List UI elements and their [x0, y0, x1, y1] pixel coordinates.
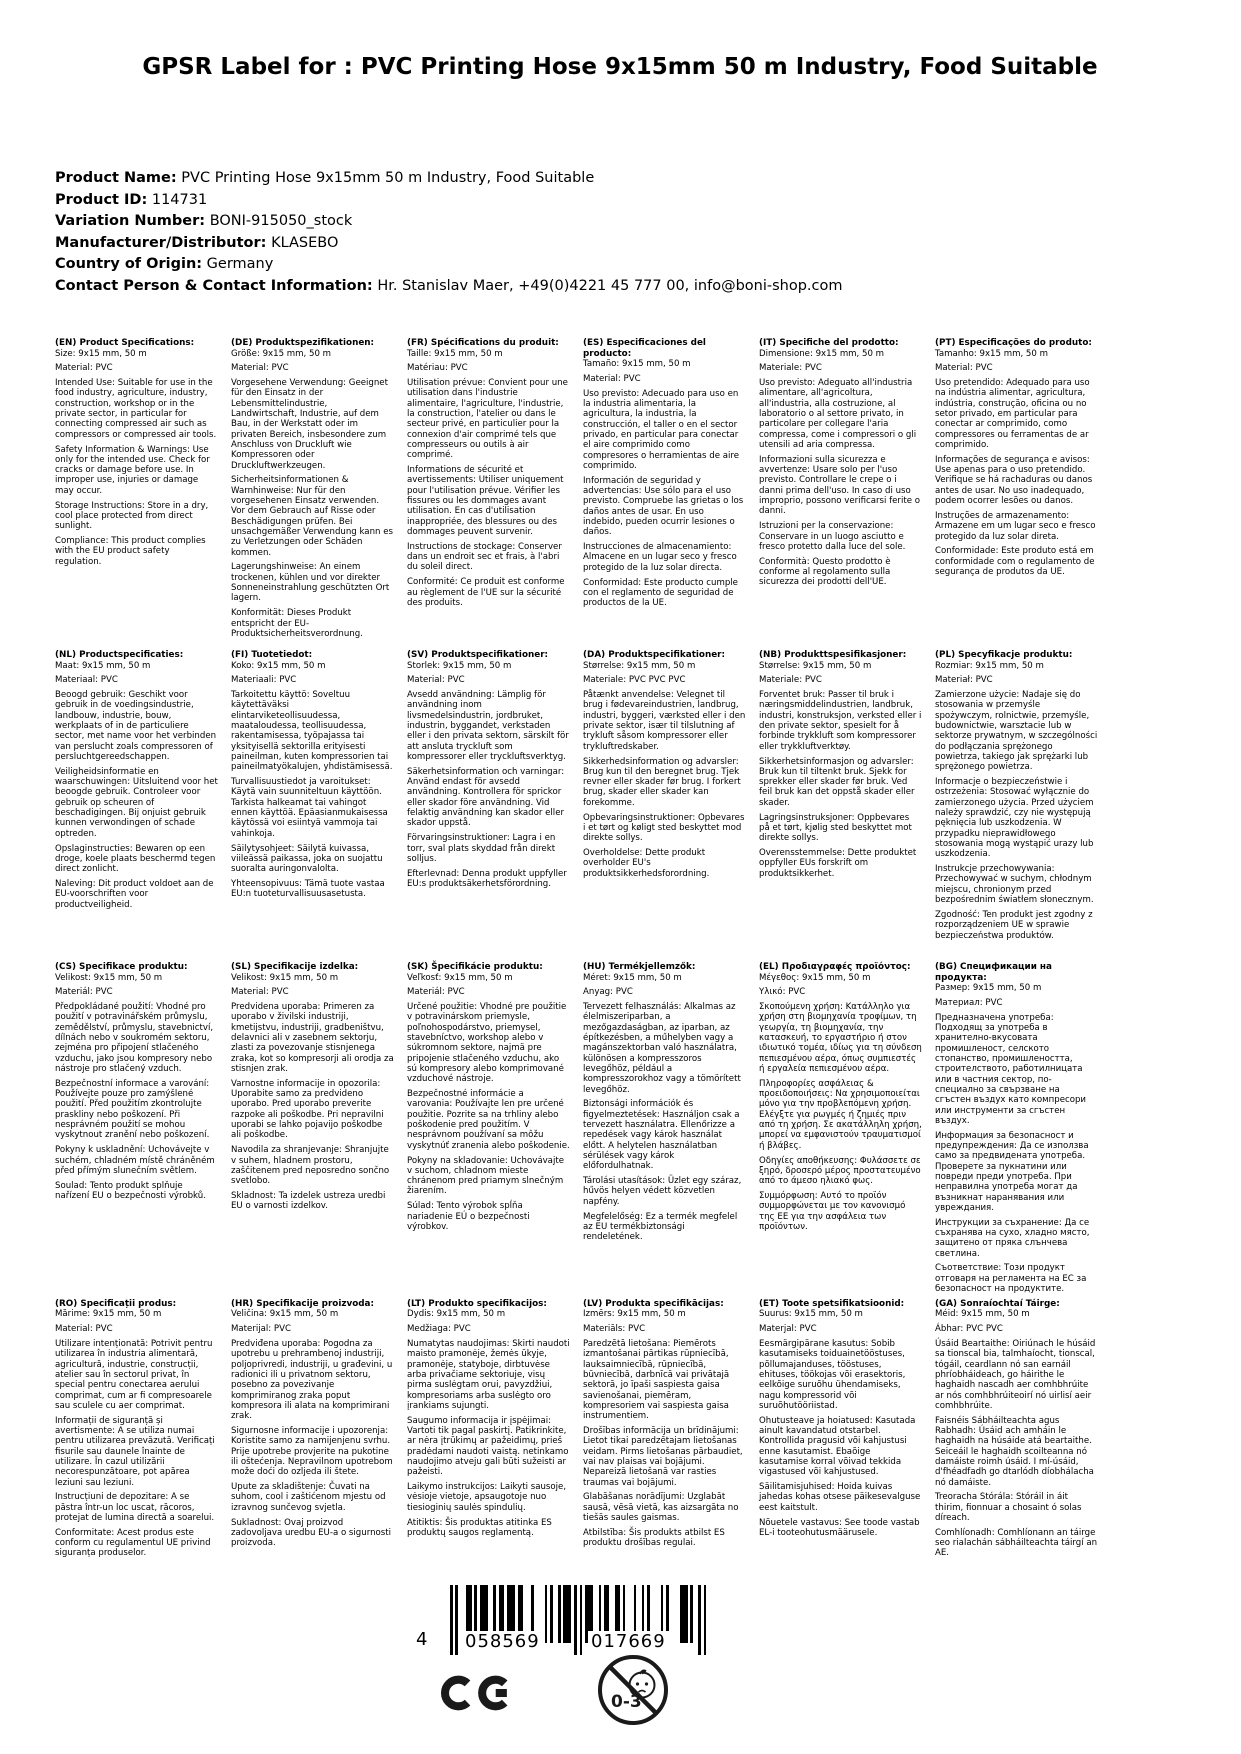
- spec-paragraph: Utilisation prévue: Convient pour une utilisation dans l'industrie alimentaire, l'agriculture, l'industrie, la construction, l'atelier ou dans le secteur privé, en particulier pour la connexion d'air comprimé tels que compresseurs ou outils à air comprimé.: [407, 378, 568, 461]
- svg-text:0-3: 0-3: [611, 1692, 642, 1712]
- ce-mark-icon: [440, 1662, 518, 1728]
- spec-paragraph: Soulad: Tento produkt splňuje nařízení EU o bezpečnosti výrobků.: [55, 1180, 206, 1201]
- spec-paragraph: Tamaño: 9x15 mm, 50 m: [583, 359, 691, 370]
- spec-paragraph: Safety Information & Warnings: Use only for the intended use. Check for cracks or damage before use. In improper use, injuries or damage may occur.: [55, 444, 210, 496]
- spec-paragraph: Informații de siguranță și avertismente: A se utiliza numai pentru utilizarea prevăzută. Verificați fisurile sau daunele înainte de utilizare. În cazul utilizării necorespunzătoare, pot apărea leziuni sau leziuni.: [55, 1415, 215, 1488]
- product-info-row: [55, 168, 843, 190]
- language-grid: [55, 338, 1155, 1611]
- language-block: [583, 650, 746, 962]
- spec-paragraph: Säkerhetsinformation och varningar: Använd endast för avsedd användning. Kontrollera för sprickor eller skador före användning. Vid felaktig användning kan skador eller skador uppstå.: [407, 766, 565, 829]
- spec-paragraph: Material: PVC: [55, 1324, 113, 1335]
- language-block-header: (LV) Produkta specifikācijas:: [583, 1298, 724, 1309]
- spec-paragraph: Material: PVC: [231, 363, 289, 374]
- language-block-header: (CS) Specifikace produktu:: [55, 962, 188, 972]
- language-block: [935, 650, 1098, 962]
- language-block: [935, 1299, 1098, 1611]
- spec-paragraph: Sigurnosne informacije i upozorenja: Koristite samo za namijenjenu svrhu. Prije upotrebe provjerite na pukotine ili oštećenja. Nepravilnom upotrebom može doći do ozljeda ili štete.: [231, 1426, 393, 1478]
- spec-paragraph: Materiāls: PVC: [583, 1324, 646, 1335]
- spec-paragraph: Uso pretendido: Adequado para uso na indústria alimentar, agricultura, indústria, construção, oficina ou no setor privado, em particular para conectar ar comprimido, como compressores ou ferramentas de ar comprimido.: [935, 378, 1090, 451]
- spec-paragraph: Materiál: PVC: [407, 987, 465, 998]
- spec-paragraph: Instrukcje przechowywania: Przechowywać w suchym, chłodnym miejscu, chronionym przed bezpośrednim światłem słonecznym.: [935, 864, 1094, 906]
- page-title: GPSR Label for : PVC Printing Hose 9x15mm 50 m Industry, Food Suitable: [142, 54, 1098, 80]
- language-block-header: (NB) Produkttspesifikasjoner:: [759, 650, 907, 660]
- spec-paragraph: Materiale: PVC: [759, 675, 822, 686]
- spec-paragraph: Предназначена употреба: Подходящ за употреба в хранително-вкусовата промишленост, селското стопанство, промишлеността, строителството, работилницата или в частния сектор, по-специално за свързване на сгъстен въздух като компресори или инструменти за сгъстен въздух.: [935, 1012, 1086, 1126]
- language-block-header: (HU) Termékjellemzők:: [583, 962, 696, 972]
- spec-paragraph: Materijal: PVC: [231, 1324, 291, 1335]
- field-value: Germany: [202, 256, 274, 272]
- language-block: [231, 1299, 394, 1611]
- language-block: [407, 1299, 570, 1611]
- spec-paragraph: Compliance: This product complies with the EU product safety regulation.: [55, 536, 206, 567]
- spec-paragraph: Uso previsto: Adeguato all'industria alimentare, all'agricoltura, all'industria, alla costruzione, al laboratorio o al settore privato, in particolare per collegare l'aria compressa, come i compressori o gli utensili ad aria compressa.: [759, 378, 917, 451]
- spec-paragraph: Atitiktis: Šis produktas atitinka ES produktų saugos reglamentą.: [407, 1517, 552, 1538]
- spec-paragraph: Méret: 9x15 mm, 50 m: [583, 972, 682, 983]
- barcode-group2: 017669: [588, 1631, 669, 1652]
- spec-paragraph: Информация за безопасност и предупреждения: Да се използва само за предвидената употреба. Проверете за пукнатини или повреди преди употреба. При неправилна употреба могат да възникнат наранявания или увреждания.: [935, 1130, 1089, 1213]
- language-block-header: (IT) Specifiche del prodotto:: [759, 338, 899, 348]
- spec-paragraph: Bezpečnostní informace a varování: Používejte pouze pro zamýšlené použití. Před použitím zkontrolujte praskliny nebo poškození. Při nesprávném použití se mohou vyskytnout zranění nebo poškození.: [55, 1078, 210, 1141]
- barcode-group1: 058569: [462, 1631, 543, 1652]
- language-block-header: (DA) Produktspecifikationer:: [583, 650, 726, 660]
- product-info-row: [55, 254, 843, 276]
- spec-paragraph: Overholdelse: Dette produkt overholder EU's produktsikkerhedsforordning.: [583, 848, 710, 879]
- spec-paragraph: Informacje o bezpieczeństwie i ostrzeżenia: Stosować wyłącznie do zamierzonego użycia. Przed użyciem należy sprawdzić, czy nie występują pęknięcia lub uszkodzenia. W przypadku nieprawidłowego stosowania mogą wystąpić urazy lub uszkodzenia.: [935, 777, 1094, 860]
- barcode-bar: [545, 1585, 548, 1643]
- language-block: [759, 650, 922, 962]
- language-block: [55, 338, 218, 650]
- spec-paragraph: Predvidena uporaba: Primeren za uporabo v živilski industriji, kmetijstvu, industriji, gradbeništvu, delavnici ali v zasebnem sektorju, zlasti za povezovanje stisnjenega zraka, kot so kompresorji ali orodja za stisnjen zrak.: [231, 1002, 394, 1075]
- spec-paragraph: Istruzioni per la conservazione: Conservare in un luogo asciutto e fresco protetto dalla luce del sole.: [759, 521, 906, 552]
- spec-paragraph: Størrelse: 9x15 mm, 50 m: [759, 660, 872, 671]
- spec-paragraph: Megfelelőség: Ez a termék megfelel az EU termékbiztonsági rendeletének.: [583, 1211, 738, 1243]
- spec-paragraph: Sicherheitsinformationen & Warnhinweise: Nur für den vorgesehenen Einsatz verwenden. Vor dem Gebrauch auf Risse oder Beschädigungen prüfen. Bei unsachgemäßer Verwendung kann es zu Verletzungen oder Schäden kommen.: [231, 475, 393, 558]
- product-info: [55, 168, 843, 297]
- field-value: 114731: [147, 191, 208, 208]
- spec-paragraph: Avsedd användning: Lämplig för användning inom livsmedelsindustrin, jordbruket, industrin, byggandet, verkstaden eller i den privata sektorn, särskilt för att ansluta tryckluft som kompressorer eller tryckluftsverktyg.: [407, 690, 569, 763]
- spec-paragraph: Anyag: PVC: [583, 987, 633, 998]
- spec-paragraph: Comhlíonadh: Comhlíonann an táirge seo rialachán sábháilteachta táirgí an AE.: [935, 1527, 1098, 1559]
- language-block-header: (FI) Tuotetiedot:: [231, 650, 313, 660]
- spec-paragraph: Säilytysohjeet: Säilytä kuivassa, viileässä paikassa, joka on suojattu suoralta auringonvalolta.: [231, 843, 383, 875]
- spec-paragraph: Σκοπούμενη χρήση: Κατάλληλο για χρήση στη βιομηχανία τροφίμων, τη γεωργία, τη βιομηχανία, την κατασκευή, το εργαστήριο ή στον ιδιωτικό τομέα, ιδίως για τη σύνδεση πεπιεσμένου αέρα, όπως συμπιεστές ή εργαλεία πεπιεσμένου αέρα.: [759, 1002, 922, 1075]
- field-label: Variation Number:: [55, 213, 206, 229]
- product-info-row: [55, 190, 843, 212]
- language-block: [407, 338, 570, 650]
- spec-paragraph: Ábhar: PVC PVC: [935, 1324, 1003, 1335]
- spec-paragraph: Matériau: PVC: [407, 363, 468, 374]
- spec-paragraph: Sikkerhetsinformasjon og advarsler: Bruk kun til tiltenkt bruk. Sjekk for sprekker eller skader før bruk. Ved feil bruk kan det oppstå skader eller skader.: [759, 756, 915, 808]
- field-label: Manufacturer/Distributor:: [55, 234, 267, 251]
- language-block: [231, 962, 394, 1299]
- spec-paragraph: Taille: 9x15 mm, 50 m: [407, 348, 503, 359]
- spec-paragraph: Material: PVC: [407, 675, 465, 686]
- spec-paragraph: Size: 9x15 mm, 50 m: [55, 348, 147, 359]
- spec-paragraph: Velikost: 9x15 mm, 50 m: [231, 972, 339, 983]
- spec-paragraph: Lagerungshinweise: An einem trockenen, kühlen und vor direkter Sonneneinstrahlung geschützten Ort lagern.: [231, 562, 390, 604]
- spec-paragraph: Dimensione: 9x15 mm, 50 m: [759, 348, 885, 359]
- spec-paragraph: Navodila za shranjevanje: Shranjujte v suhem, hladnem prostoru, zaščitenem pred neposredno sončno svetlobo.: [231, 1145, 390, 1187]
- spec-paragraph: Tamanho: 9x15 mm, 50 m: [935, 348, 1048, 359]
- spec-paragraph: Pokyny k uskladnění: Uchovávejte v suchém, chladném místě chráněném před přímým slunečním světlem.: [55, 1145, 215, 1176]
- field-label: Country of Origin:: [55, 256, 203, 272]
- spec-paragraph: Veiligheidsinformatie en waarschuwingen: Uitsluitend voor het beoogde gebruik. Controleer voor gebruik op scheuren of beschadigingen. Bij onjuist gebruik kunnen verwondingen of schade optreden.: [55, 766, 218, 839]
- product-info-row: [55, 211, 843, 233]
- spec-paragraph: Skladnost: Ta izdelek ustreza uredbi EU o varnosti izdelkov.: [231, 1190, 386, 1212]
- spec-paragraph: Οδηγίες αποθήκευσης: Φυλάσσετε σε ξηρό, δροσερό μέρος προστατευμένο από το άμεσο ηλιακό φως.: [759, 1155, 921, 1187]
- field-value: KLASEBO: [266, 234, 339, 251]
- spec-paragraph: Súlad: Tento výrobok spĺňa nariadenie EÚ o bezpečnosti výrobkov.: [407, 1201, 530, 1232]
- spec-paragraph: Sikkerhedsinformation og advarsler: Brug kun til den beregnet brug. Tjek revner eller skader før brug. I forkert brug, skader eller skader kan forekomme.: [583, 756, 741, 808]
- spec-paragraph: Utilizare intenționată: Potrivit pentru utilizarea în industria alimentară, agricultură, industrie, construcții, atelier sau în sectorul privat, în special pentru conectarea aerului comprimat, cum ar fi compresoarele sau sculele cu aer comprimat.: [55, 1339, 213, 1411]
- spec-paragraph: Размер: 9x15 mm, 50 m: [935, 983, 1042, 994]
- spec-paragraph: Lagringsinstruksjoner: Oppbevares på et tørt, kjølig sted beskyttet mot direkte sollys.: [759, 812, 912, 844]
- spec-paragraph: Materiál: PVC: [55, 987, 113, 998]
- spec-paragraph: Predviđena uporaba: Pogodna za upotrebu u prehrambenoj industriji, poljoprivredi, industriji, u građevini, u radionici ili u privatnom sektoru, posebno za povezivanje komprimiranog zraka poput kompresora ili alata na komprimirani zrak.: [231, 1339, 393, 1422]
- language-block-header: (PT) Especificações do produto:: [935, 338, 1092, 348]
- spec-paragraph: Beoogd gebruik: Geschikt voor gebruik in de voedingsindustrie, landbouw, industrie, bouw, werkplaats of in de particuliere sector, met name voor het verbinden van perslucht zoals compressoren of persluchtgereedschappen.: [55, 690, 217, 763]
- spec-paragraph: Påtænkt anvendelse: Velegnet til brug i fødevareindustrien, landbrug, industri, byggeri, værksted eller i den private sektor, især til tilslutning af trykluft såsom kompressorer eller trykluftredskaber.: [583, 690, 746, 752]
- spec-paragraph: Atbilstība: Šis produkts atbilst ES produktu drošības regulai.: [583, 1527, 725, 1549]
- barcode: [416, 1585, 732, 1670]
- barcode-bar: [704, 1585, 707, 1655]
- barcode-bar: [450, 1585, 453, 1655]
- language-block-header: (FR) Spécifications du produit:: [407, 338, 559, 348]
- spec-paragraph: Nõuetele vastavus: See toode vastab EL-i tooteohutusmäärusele.: [759, 1517, 920, 1538]
- language-block-header: (BG) Спецификации на продукта:: [935, 962, 1052, 983]
- spec-paragraph: Méid: 9x15 mm, 50 m: [935, 1309, 1030, 1320]
- language-block-header: (LT) Produkto specifikacijos:: [407, 1298, 547, 1309]
- spec-paragraph: Informazioni sulla sicurezza e avvertenze: Usare solo per l'uso previsto. Controllare le crepe o i danni prima dell'uso. In caso di uso improprio, possono verificarsi ferite o danni.: [759, 454, 920, 517]
- spec-paragraph: Förvaringsinstruktioner: Lagra i en torr, sval plats skyddad från direkt solljus.: [407, 833, 556, 864]
- spec-paragraph: Veličina: 9x15 mm, 50 m: [231, 1309, 339, 1320]
- spec-paragraph: Материал: PVC: [935, 997, 1003, 1008]
- spec-paragraph: Materiaali: PVC: [231, 675, 297, 686]
- spec-paragraph: Materiale: PVC: [759, 363, 822, 374]
- spec-paragraph: Materiaal: PVC: [55, 675, 118, 686]
- spec-paragraph: Инструкции за съхранение: Да се съхранява на сухо, хладно място, защитено от пряка слънчева светлина.: [935, 1217, 1090, 1259]
- spec-paragraph: Sukladnost: Ovaj proizvod zadovoljava uredbu EU-a o sigurnosti proizvoda.: [231, 1517, 392, 1549]
- spec-paragraph: Drošības informācija un brīdinājumi: Lietot tikai paredzētajam lietošanas veidam. Pirms lietošanas pārbaudiet, vai nav plaisas vai bojājumi. Nepareizā lietošanā var rasties traumas vai bojājumi.: [583, 1426, 743, 1488]
- language-block-header: (GA) Sonraíochtaí Táirge:: [935, 1298, 1060, 1309]
- spec-paragraph: Určené použitie: Vhodné pre použitie v potravinárskom priemysle, poľnohospodárstvo, priemysel, stavebníctvo, workshop alebo v súkromnom sektore, najmä pre pripojenie stlačeného vzduchu, ako sú kompresory alebo komprimované vzduchové nástroje.: [407, 1002, 567, 1085]
- language-block: [759, 1299, 922, 1611]
- language-block: [55, 962, 218, 1299]
- spec-paragraph: Conformidad: Este producto cumple con el reglamento de seguridad de productos de la UE.: [583, 577, 738, 609]
- language-block: [583, 962, 746, 1299]
- language-block: [935, 962, 1098, 1299]
- spec-paragraph: Tarkoitettu käyttö: Soveltuu käytettäväksi elintarviketeollisuudessa, maataloudessa, teollisuudessa, rakentamisessa, työpajassa tai yksityisellä sektorilla erityisesti paineilman, kuten kompressorien tai paineilmatyökalujen, yhdistämisessä.: [231, 690, 393, 773]
- spec-paragraph: Velikost: 9x15 mm, 50 m: [55, 972, 163, 983]
- field-value: PVC Printing Hose 9x15mm 50 m Industry, Food Suitable: [176, 170, 595, 186]
- barcode-bar: [550, 1585, 553, 1643]
- spec-paragraph: Πληροφορίες ασφάλειας & προειδοποιήσεις: Να χρησιμοποιείται μόνο για την προβλεπόμενη χρήση. Ελέγξτε για ρωγμές ή ζημιές πριν από τη χρήση. Σε ακατάλληλη χρήση, μπορεί να εμφανιστούν τραυματισμοί ή βλάβες.: [759, 1078, 922, 1151]
- spec-paragraph: Säilitamisjuhised: Hoida kuivas jahedas kohas otsese päikesevalguse eest kaitstult.: [759, 1482, 921, 1513]
- spec-paragraph: Paredzētā lietošana: Piemērots izmantošanai pārtikas rūpniecībā, lauksaimniecībā, rūpniecībā, būvniecībā, darbnīcā vai privātajā sektorā, jo īpaši saspiesta gaisa savienošanai, piemēram, kompresoriem vai saspiesta gaisa instrumentiem.: [583, 1339, 730, 1422]
- spec-paragraph: Größe: 9x15 mm, 50 m: [231, 348, 332, 359]
- spec-paragraph: Maat: 9x15 mm, 50 m: [55, 660, 151, 671]
- spec-paragraph: Forventet bruk: Passer til bruk i næringsmiddelindustrien, landbruk, industri, konstruksjon, verksted eller i den private sektor, spesielt for å forbinde trykkluft som kompressorer eller trykkluftverktøy.: [759, 690, 922, 752]
- spec-paragraph: Zgodność: Ten produkt jest zgodny z rozporządzeniem UE w sprawie bezpieczeństwa produktów.: [935, 909, 1093, 941]
- language-block: [583, 338, 746, 650]
- spec-paragraph: Faisnéis Sábháilteachta agus Rabhadh: Úsáid ach amháin le haghaidh na húsáide atá beartaithe. Seiceáil le haghaidh scoilteanna nó damáiste roimh úsáid. I mí-úsáid, d'fhéadfadh go dtarlódh díobhálacha nó damáiste.: [935, 1415, 1094, 1488]
- spec-paragraph: Rozmiar: 9x15 mm, 50 m: [935, 660, 1044, 671]
- spec-paragraph: Υλικό: PVC: [759, 987, 806, 998]
- spec-paragraph: Dydis: 9x15 mm, 50 m: [407, 1309, 506, 1320]
- spec-paragraph: Konformität: Dieses Produkt entspricht der EU-Produktsicherheitsverordnung.: [231, 608, 363, 639]
- language-block-header: (ES) Especificaciones del producto:: [583, 338, 706, 359]
- spec-paragraph: Material: PVC: [231, 987, 289, 998]
- spec-paragraph: Storage Instructions: Store in a dry, cool place protected from direct sunlight.: [55, 500, 209, 532]
- language-block: [231, 650, 394, 962]
- language-block: [407, 650, 570, 962]
- spec-paragraph: Zamierzone użycie: Nadaje się do stosowania w przemyśle spożywczym, rolnictwie, przemyśle, budownictwie, warsztacie lub w sektorze prywatnym, w szczególności do podłączania sprężonego powietrza, takiego jak sprężarki lub sprężonego powietrza.: [935, 690, 1098, 773]
- barcode-bar: [580, 1585, 583, 1655]
- spec-paragraph: Materiał: PVC: [935, 675, 993, 686]
- spec-paragraph: Tárolási utasítások: Üzlet egy száraz, hűvös helyen védett közvetlen napfény.: [583, 1176, 742, 1207]
- barcode-first-digit: 4: [416, 1629, 428, 1650]
- spec-paragraph: Συμμόρφωση: Αυτό το προϊόν συμμορφώνεται με τον κανονισμό της ΕΕ για την ασφάλεια των προϊόντων.: [759, 1190, 906, 1232]
- spec-paragraph: Съответствие: Този продукт отговаря на регламента на ЕС за безопасност на продуктите.: [935, 1263, 1087, 1295]
- barcode-bar: [690, 1585, 693, 1643]
- language-block-header: (DE) Produktspezifikationen:: [231, 338, 375, 348]
- spec-paragraph: Conformità: Questo prodotto è conforme al regolamento sulla sicurezza dei prodotti dell'UE.: [759, 556, 891, 588]
- spec-paragraph: Conformidade: Este produto está em conformidade com o regulamento de segurança de produtos da UE.: [935, 546, 1095, 577]
- language-block-header: (EN) Product Specifications:: [55, 338, 195, 348]
- field-label: Contact Person & Contact Information:: [55, 277, 373, 294]
- field-value: Hr. Stanislav Maer, +49(0)4221 45 777 00, info@boni-shop.com: [372, 277, 843, 294]
- language-block: [935, 338, 1098, 650]
- language-block: [407, 962, 570, 1299]
- field-label: Product Name:: [55, 170, 177, 186]
- spec-paragraph: Efterlevnad: Denna produkt uppfyller EU:s produktsäkerhetsförordning.: [407, 868, 567, 889]
- spec-paragraph: Biztonsági információk és figyelmeztetések: Használjon csak a tervezett használatra. Ellenőrizze a repedések vagy károk használat előtt. A helytelen használatban sérülések vagy károk előfordulhatnak.: [583, 1099, 740, 1172]
- barcode-bar: [455, 1585, 458, 1655]
- language-block: [55, 1299, 218, 1611]
- language-block: [759, 962, 922, 1299]
- spec-paragraph: Μέγεθος: 9x15 mm, 50 m: [759, 972, 871, 983]
- barcode-bar: [574, 1585, 577, 1655]
- spec-paragraph: Eesmärgipärane kasutus: Sobib kasutamiseks toiduainetööstuses, põllumajanduses, tööstuses, ehituses, töökojas või erasektoris, eelkõige suruõhu ühendamiseks, nagu kompressorid või suruõhutööriistad.: [759, 1339, 906, 1411]
- spec-paragraph: Uso previsto: Adecuado para uso en la industria alimentaria, la agricultura, la industria, la construcción, el taller o en el sector privado, en particular para conectar el aire comprimido como compresores o herramientas de aire comprimido.: [583, 388, 740, 471]
- language-block: [759, 338, 922, 650]
- spec-paragraph: Treoracha Stórála: Stóráil in áit thirim, fionnuar a chosaint ó solas díreach.: [935, 1492, 1082, 1524]
- spec-paragraph: Instructions de stockage: Conserver dans un endroit sec et frais, à l'abri du soleil direct.: [407, 541, 562, 573]
- spec-paragraph: Instrucțiuni de depozitare: A se păstra într-un loc uscat, răcoros, protejat de lumina directă a soarelui.: [55, 1492, 215, 1524]
- spec-paragraph: Material: PVC: [55, 363, 113, 374]
- spec-paragraph: Opslaginstructies: Bewaren op een droge, koele plaats beschermd tegen direct zonlicht.: [55, 843, 216, 875]
- spec-paragraph: Koko: 9x15 mm, 50 m: [231, 660, 326, 671]
- spec-paragraph: Varnostne informacije in opozorila: Uporabite samo za predvideno uporabo. Pred uporabo preverite razpoke ali poškodbe. Pri nepravilni uporabi se lahko pojavijo poškodbe ali poškodbe.: [231, 1078, 384, 1141]
- spec-paragraph: Intended Use: Suitable for use in the food industry, agriculture, industry, construction, workshop or in the private sector, in particular for connecting compressed air such as compressors or compressed air tools.: [55, 378, 217, 440]
- product-info-row: [55, 233, 843, 255]
- spec-paragraph: Storlek: 9x15 mm, 50 m: [407, 660, 512, 671]
- language-block-header: (NL) Productspecificaties:: [55, 650, 184, 660]
- barcode-bar: [563, 1585, 571, 1643]
- language-block-header: (PL) Specyfikacje produktu:: [935, 650, 1073, 660]
- spec-paragraph: Instruções de armazenamento: Armazene em um lugar seco e fresco protegido da luz solar direta.: [935, 510, 1096, 542]
- spec-paragraph: Størrelse: 9x15 mm, 50 m: [583, 660, 696, 671]
- language-block-header: (SV) Produktspecifikationer:: [407, 650, 549, 660]
- field-label: Product ID:: [55, 191, 148, 208]
- spec-paragraph: Instrucciones de almacenamiento: Almacene en un lugar seco y fresco protegido de la luz solar directa.: [583, 542, 737, 573]
- spec-paragraph: Mărime: 9x15 mm, 50 m: [55, 1309, 162, 1320]
- language-block: [583, 1299, 746, 1611]
- spec-paragraph: Izmērs: 9x15 mm, 50 m: [583, 1309, 686, 1320]
- spec-paragraph: Úsáid Beartaithe: Oiriúnach le húsáid sa tionscal bia, talmhaíocht, tionscal, tógáil, ceardlann nó san earnáil phríobháideach, go háirithe le haghaidh nascadh aer comhbhrúite ar nós comhbhrúiteoirí nó uirlisí aeir comhbhrúite.: [935, 1339, 1096, 1411]
- spec-paragraph: Materiale: PVC PVC PVC: [583, 675, 686, 686]
- spec-paragraph: Opbevaringsinstruktioner: Opbevares i et tørt og køligt sted beskyttet mod direkte sollys.: [583, 812, 745, 844]
- spec-paragraph: Naleving: Dit product voldoet aan de EU-voorschriften voor productveiligheid.: [55, 878, 214, 910]
- spec-paragraph: Upute za skladištenje: Čuvati na suhom, cool i zaštićenom mjestu od izravnog sunčevog svjetla.: [231, 1482, 386, 1513]
- language-block: [55, 650, 218, 962]
- spec-paragraph: Numatytas naudojimas: Skirti naudoti maisto pramonėje, žemės ūkyje, pramonėje, statyboje, dirbtuvėse arba privačiame sektoriuje, visų pirma suslėgtam orui, pavyzdžiui, kompresoriams arba suslėgto oro įrankiams sujungti.: [407, 1339, 570, 1411]
- spec-paragraph: Suurus: 9x15 mm, 50 m: [759, 1309, 863, 1320]
- barcode-bar: [680, 1585, 688, 1643]
- spec-paragraph: Vorgesehene Verwendung: Geeignet für den Einsatz in der Lebensmittelindustrie, Landwirtschaft, Industrie, auf dem Bau, in der Werkstatt oder im privaten Bereich, insbesondere zum Anschluss von Druckluft wie Kompressoren oder Druckluftwerkzeugen.: [231, 378, 388, 471]
- spec-paragraph: Glabāšanas norādījumi: Uzglabāt sausā, vēsā vietā, kas aizsargāta no tiešās saules gaismas.: [583, 1492, 739, 1524]
- spec-paragraph: Laikymo instrukcijos: Laikyti sausoje, vėsioje vietoje, apsaugotoje nuo tiesioginių saulės spindulių.: [407, 1482, 567, 1513]
- spec-paragraph: Conformité: Ce produit est conforme au règlement de l'UE sur la sécurité des produits.: [407, 577, 565, 608]
- language-block-header: (ET) Toote spetsifikatsioonid:: [759, 1298, 905, 1309]
- spec-paragraph: Material: PVC: [935, 363, 993, 374]
- product-info-row: [55, 276, 843, 298]
- age-warning-0-3-icon: [595, 1652, 671, 1732]
- spec-paragraph: Saugumo informacija ir įspėjimai: Vartoti tik pagal paskirtį. Patikrinkite, ar nėra įtrūkimų ar pažeidimų, prieš pradėdami naudoti vaistą. netinkamo naudojimo atveju gali būti sužeisti ar pažeisti.: [407, 1415, 569, 1478]
- language-block-header: (RO) Specificații produs:: [55, 1298, 177, 1309]
- spec-paragraph: Informations de sécurité et avertissements: Utiliser uniquement pour l'utilisation prévue. Vérifier les fissures ou les dommages avant utilisation. En cas d'utilisation inappropriée, des blessures ou des dommages peuvent survenir.: [407, 465, 564, 538]
- spec-paragraph: Pokyny na skladovanie: Uchovávajte v suchom, chladnom mieste chránenom pred priamym slnečným žiarením.: [407, 1155, 564, 1197]
- barcode-bar: [558, 1585, 561, 1643]
- language-block-header: (EL) Προδιαγραφές προϊόντος:: [759, 962, 911, 972]
- spec-paragraph: Información de seguridad y advertencias: Use sólo para el uso previsto. Compruebe las grietas o los daños antes de usar. En uso indebido, pueden ocurrir lesiones o daños.: [583, 475, 744, 538]
- spec-paragraph: Informações de segurança e avisos: Use apenas para o uso pretendido. Verifique se há rachaduras ou danos antes de usar. No uso inadequado, podem ocorrer lesões ou danos.: [935, 454, 1093, 507]
- spec-paragraph: Ohutusteave ja hoiatused: Kasutada ainult kavandatud otstarbel. Kontrollida pragusid või kahjustusi enne kasutamist. Ebaõige kasutamise korral võivad tekkida vigastused või kahjustused.: [759, 1415, 916, 1478]
- spec-paragraph: Bezpečnostné informácie a varovania: Používajte len pre určené použitie. Pozrite sa na trhliny alebo poškodenie pred použitím. V nesprávnom používaní sa môžu vyskytnúť zranenia alebo poškodenie.: [407, 1089, 570, 1151]
- spec-paragraph: Materjal: PVC: [759, 1324, 817, 1335]
- field-value: BONI-915050_stock: [205, 213, 353, 229]
- spec-paragraph: Yhteensopivuus: Tämä tuote vastaa EU:n tuoteturvallisuusasetusta.: [231, 878, 385, 900]
- language-block: [231, 338, 394, 650]
- spec-paragraph: Conformitate: Acest produs este conform cu regulamentul UE privind siguranța produselor.: [55, 1527, 211, 1559]
- spec-paragraph: Overensstemmelse: Dette produktet oppfyller EUs forskrift om produktsikkerhet.: [759, 848, 917, 879]
- language-block-header: (SL) Specifikacije izdelka:: [231, 962, 359, 972]
- spec-paragraph: Veľkosť: 9x15 mm, 50 m: [407, 972, 513, 983]
- language-block-header: (HR) Specifikacije proizvoda:: [231, 1298, 374, 1309]
- spec-paragraph: Předpokládané použití: Vhodné pro použití v potravinářském průmyslu, zemědělství, průmyslu, stavebnictví, dílnách nebo v soukromém sektoru, zejména pro připojení stlačeného vzduchu, jako jsou kompresory nebo nástroje pro stlačený vzduch.: [55, 1002, 214, 1075]
- spec-paragraph: Tervezett felhasználás: Alkalmas az élelmiszeriparban, a mezőgazdaságban, az iparban, az építkezésben, a műhelyben vagy a magánszektorban való használatra, különösen a kompresszoros levegőhöz, például a kompresszorokhoz vagy a tömörített levegőhöz.: [583, 1002, 741, 1095]
- spec-paragraph: Medžiaga: PVC: [407, 1324, 471, 1335]
- spec-paragraph: Turvallisuustiedot ja varoitukset: Käytä vain suunniteltuun käyttöön. Tarkista halkeamat tai vahingot ennen käyttöä. Epäasianmukaisessa käytössä voi esiintyä vammoja tai vahinkoja.: [231, 777, 388, 839]
- spec-paragraph: Material: PVC: [583, 373, 641, 384]
- barcode-bar: [698, 1585, 701, 1655]
- language-block-header: (SK) Špecifikácie produktu:: [407, 962, 543, 972]
